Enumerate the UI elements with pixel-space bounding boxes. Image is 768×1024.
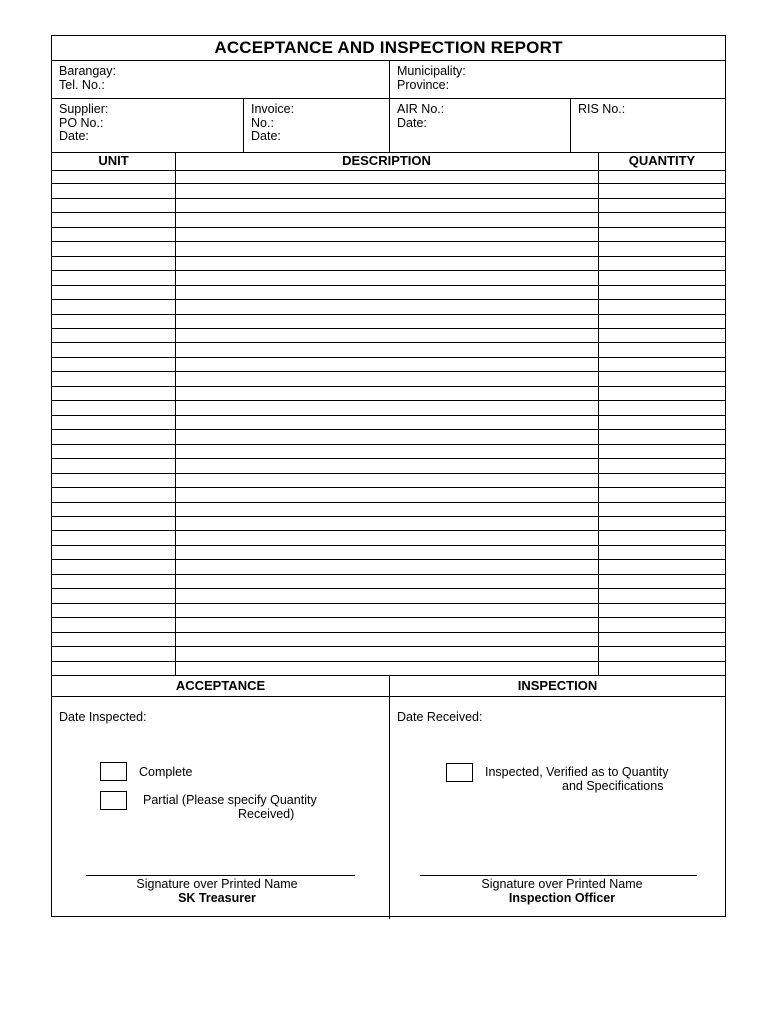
date-inspected-label: Date Inspected: [59, 710, 147, 724]
table-row[interactable] [52, 271, 725, 285]
table-row[interactable] [52, 575, 725, 589]
table-row[interactable] [52, 372, 725, 386]
table-row[interactable] [52, 213, 725, 227]
ris-label: RIS No.: [578, 102, 626, 116]
barangay-label: Barangay: [59, 64, 116, 78]
municipality-label: Municipality: [397, 64, 466, 78]
date-received-label: Date Received: [397, 710, 483, 724]
table-row[interactable] [52, 474, 725, 488]
table-row[interactable] [52, 170, 725, 184]
partial-checkbox[interactable] [100, 791, 127, 810]
invoice-date-label: Date: [251, 129, 281, 143]
column-divider-quantity [598, 152, 599, 676]
complete-label: Complete [139, 765, 193, 779]
sk-treasurer-role: SK Treasurer [178, 891, 256, 905]
signoff-section [52, 675, 725, 919]
municipality-cell[interactable] [389, 60, 725, 98]
po-label: PO No.: [59, 115, 104, 130]
table-row[interactable] [52, 300, 725, 314]
table-row[interactable] [52, 430, 725, 444]
invoice-cell[interactable] [243, 98, 390, 152]
acceptance-inspection-form [51, 35, 726, 917]
table-row[interactable] [52, 459, 725, 473]
table-row[interactable] [52, 546, 725, 560]
table-row[interactable] [52, 401, 725, 415]
inspection-officer-signature-line[interactable] [420, 875, 697, 876]
table-row[interactable] [52, 662, 725, 676]
inspection-heading: INSPECTION [390, 676, 725, 697]
column-header-unit: UNIT [98, 153, 129, 168]
table-row[interactable] [52, 184, 725, 198]
air-date-label: Date: [397, 115, 427, 130]
table-row[interactable] [52, 589, 725, 603]
table-row[interactable] [52, 488, 725, 502]
barangay-cell[interactable] [52, 60, 390, 98]
column-divider-unit [175, 152, 176, 676]
invoice-label: Invoice: [251, 102, 295, 116]
table-row[interactable] [52, 358, 725, 372]
header-row-location [52, 60, 725, 99]
column-header-quantity: QUANTITY [628, 153, 696, 168]
table-row[interactable] [52, 387, 725, 401]
invoice-no-label: No.: [251, 115, 274, 130]
table-row[interactable] [52, 315, 725, 329]
table-row[interactable] [52, 343, 725, 357]
inspected-verified-checkbox[interactable] [446, 763, 473, 782]
province-label: Province: [397, 77, 450, 92]
partial-label-line2: Received) [238, 807, 295, 821]
sk-treasurer-signature-line[interactable] [86, 875, 355, 876]
supplier-date-label: Date: [59, 129, 89, 143]
partial-label-line1: Partial (Please specify Quantity [143, 793, 317, 807]
table-row[interactable] [52, 517, 725, 531]
table-row[interactable] [52, 503, 725, 517]
inspection-officer-role: Inspection Officer [508, 891, 616, 905]
table-row[interactable] [52, 531, 725, 545]
table-row[interactable] [52, 242, 725, 256]
supplier-label: Supplier: [59, 102, 109, 116]
sk-treasurer-signature-block [52, 877, 382, 905]
table-row[interactable] [52, 199, 725, 213]
table-row[interactable] [52, 329, 725, 343]
table-row[interactable] [52, 257, 725, 271]
inspected-verified-label-line2: and Specifications [562, 779, 664, 793]
form-title: ACCEPTANCE AND INSPECTION REPORT [52, 36, 725, 61]
acceptance-signature-caption: Signature over Printed Name [136, 877, 298, 891]
table-row[interactable] [52, 604, 725, 618]
column-header-description: DESCRIPTION [342, 153, 431, 168]
air-label: AIR No.: [397, 102, 445, 116]
table-row[interactable] [52, 286, 725, 300]
inspection-officer-signature-block [390, 877, 734, 905]
acceptance-heading: ACCEPTANCE [52, 676, 389, 697]
items-table-header [52, 152, 725, 171]
table-row[interactable] [52, 647, 725, 661]
table-row[interactable] [52, 633, 725, 647]
supplier-cell[interactable] [52, 98, 244, 152]
air-cell[interactable] [389, 98, 571, 152]
table-row[interactable] [52, 228, 725, 242]
inspection-signature-caption: Signature over Printed Name [481, 877, 643, 891]
acceptance-panel [52, 676, 389, 919]
tel-label: Tel. No.: [59, 77, 105, 92]
table-row[interactable] [52, 416, 725, 430]
ris-cell[interactable] [570, 98, 725, 152]
table-row[interactable] [52, 560, 725, 574]
items-table-body [52, 170, 725, 676]
table-row[interactable] [52, 445, 725, 459]
complete-checkbox[interactable] [100, 762, 127, 781]
header-row-references [52, 98, 725, 153]
table-row[interactable] [52, 618, 725, 632]
inspection-panel [389, 676, 725, 919]
inspected-verified-label-line1: Inspected, Verified as to Quantity [485, 765, 669, 779]
